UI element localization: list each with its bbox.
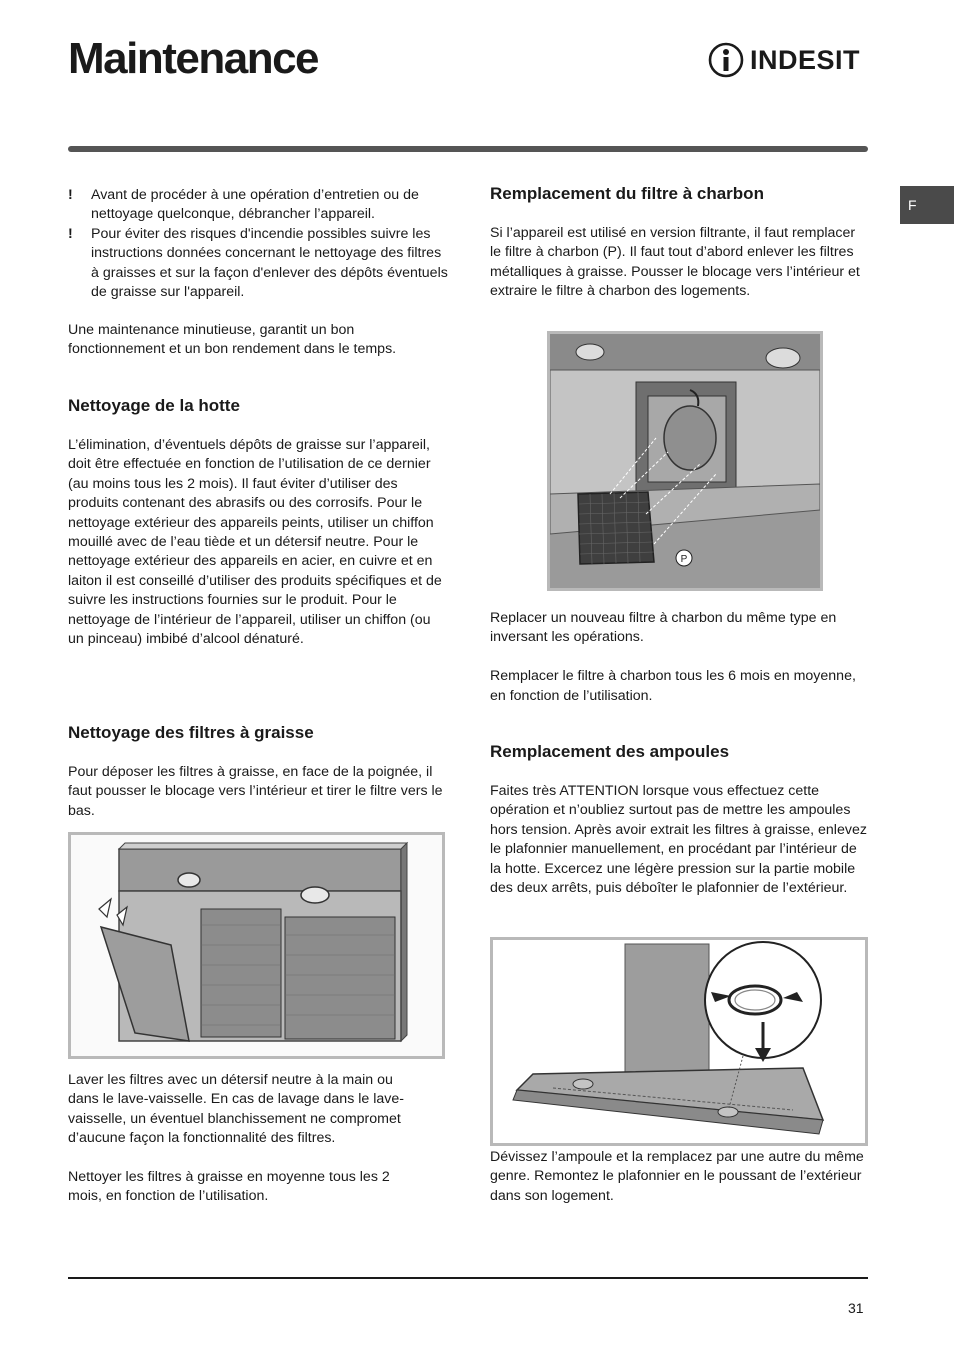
warning-mark: !: [68, 187, 73, 203]
warning-mark: !: [68, 225, 73, 242]
replace-paragraph: Replacer un nouveau filtre à charbon du même type en inversant les opérations.: [490, 610, 837, 646]
bulbs-section: [490, 741, 868, 763]
hood-section: [68, 395, 448, 417]
warning-item: [68, 225, 448, 303]
unscrew-text-block: [490, 1148, 868, 1226]
bulbs-text-block: [490, 782, 868, 918]
brand-logo: [708, 42, 860, 78]
grease-filter-illustration: [68, 832, 445, 1059]
charcoal-filter-paragraph: Si l’appareil est utilisé en version filtrante, il faut remplacer le filtre à charbon (P). Il faut tout d’abord enlever les filtres métalliques à graisse. Pousser le blocage vers l’intérieur et extraire le filtre à charbon des logements.: [490, 225, 860, 300]
indesit-i-circle-icon: [708, 42, 744, 78]
page-title: Maintenance: [68, 34, 319, 83]
wash-paragraph: Laver les filtres avec un détersif neutre à la main ou dans le lave-vaisselle. En cas de lavage dans le lave-vaisselle, un éventuel blanchissement ne compromet d’aucune façon la fonctionnalité des filtres.: [68, 1072, 404, 1147]
hood-cleaning-paragraph: L’élimination, d’éventuels dépôts de graisse sur l’appareil, doit être effectuée en fonction de l’utilisation de ce dernier (au moins tous les 2 mois). Il faut éviter d’utiliser des produits contenant des abrasifs ou des corrosifs. Pour le nettoyage extérieur des appareils peints, utiliser un chiffon mouillé avec de l’eau tiède et un détersif neutre. Pour le nettoyage extérieur des appareils en acier, en cuivre et en laiton il est conseillé d’utiliser des produits spécifiques et de suivre les instructions fournies sur le produit. Pour le nettoyage de l’intérieur de l’appareil, utiliser un chiffon (ou un pinceau) imbibé d’alcool dénaturé.: [68, 437, 442, 648]
filters-removal-paragraph: Pour déposer les filtres à graisse, en face de la poignée, il faut pousser le blocage vers l’intérieur et tirer le filtre vers le bas.: [68, 764, 443, 819]
intro-paragraph: Une maintenance minutieuse, garantit un bon fonctionnement et un bon rendement dans le temps.: [68, 322, 397, 358]
left-column-top: [68, 186, 448, 302]
period-paragraph: Remplacer le filtre à charbon tous les 6 mois en moyenne, en fonction de l’utilisation.: [490, 668, 856, 704]
language-tab: F: [900, 186, 954, 224]
intro-block: [68, 321, 440, 379]
warning-text: Avant de procéder à une opération d’entretien ou de nettoyage quelconque, débrancher l’appareil.: [91, 187, 419, 223]
logo-wordmark: INDESIT: [750, 44, 861, 75]
charcoal-text-block: [490, 224, 868, 321]
bulb-replacement-illustration: [490, 937, 868, 1146]
footer-rule: [68, 1277, 868, 1279]
charcoal-filter-label: P: [680, 554, 688, 565]
warning-text: Pour éviter des risques d'incendie possibles suivre les instructions données concernant le nettoyage des filtres à graisses et sur la façon d'enlever des dépôts éventuels de graisse sur l'appareil.: [91, 225, 448, 301]
charcoal-filter-heading: Remplacement du filtre à charbon: [490, 184, 764, 203]
filters-section: [68, 722, 448, 744]
unscrew-paragraph: Dévissez l’ampoule et la remplacez par une autre du même genre. Remontez le plafonnier en le poussant de l’extérieur dans son logement.: [490, 1149, 864, 1204]
header-rule: [68, 146, 868, 152]
bulbs-paragraph: Faites très ATTENTION lorsque vous effectuez cette opération et n’oubliez surtout pas de mettre les ampoules hors tension. Après avoir extrait les filtres à graisse, enlevez le plafonnier manuellement, en procédant par l’intérieur de la hotte. Excercez une légère pression sur la partie mobile des deux arrêts, puis déboîter le plafonnier de l’extérieur.: [490, 783, 867, 897]
filters-text-block: [68, 763, 446, 841]
filters-cleaning-heading: Nettoyage des filtres à graisse: [68, 723, 314, 742]
hood-text-block: [68, 436, 448, 669]
hood-cleaning-heading: Nettoyage de la hotte: [68, 396, 240, 415]
warning-item: [68, 186, 448, 225]
replace-text-block: [490, 609, 868, 725]
wash-text-block: [68, 1071, 413, 1226]
charcoal-section: [490, 183, 868, 205]
frequency-paragraph: Nettoyer les filtres à graisse en moyenne tous les 2 mois, en fonction de l’utilisation.: [68, 1169, 390, 1205]
bulbs-heading: Remplacement des ampoules: [490, 742, 730, 761]
charcoal-filter-illustration: [547, 331, 823, 591]
page-number: 31: [848, 1300, 864, 1316]
